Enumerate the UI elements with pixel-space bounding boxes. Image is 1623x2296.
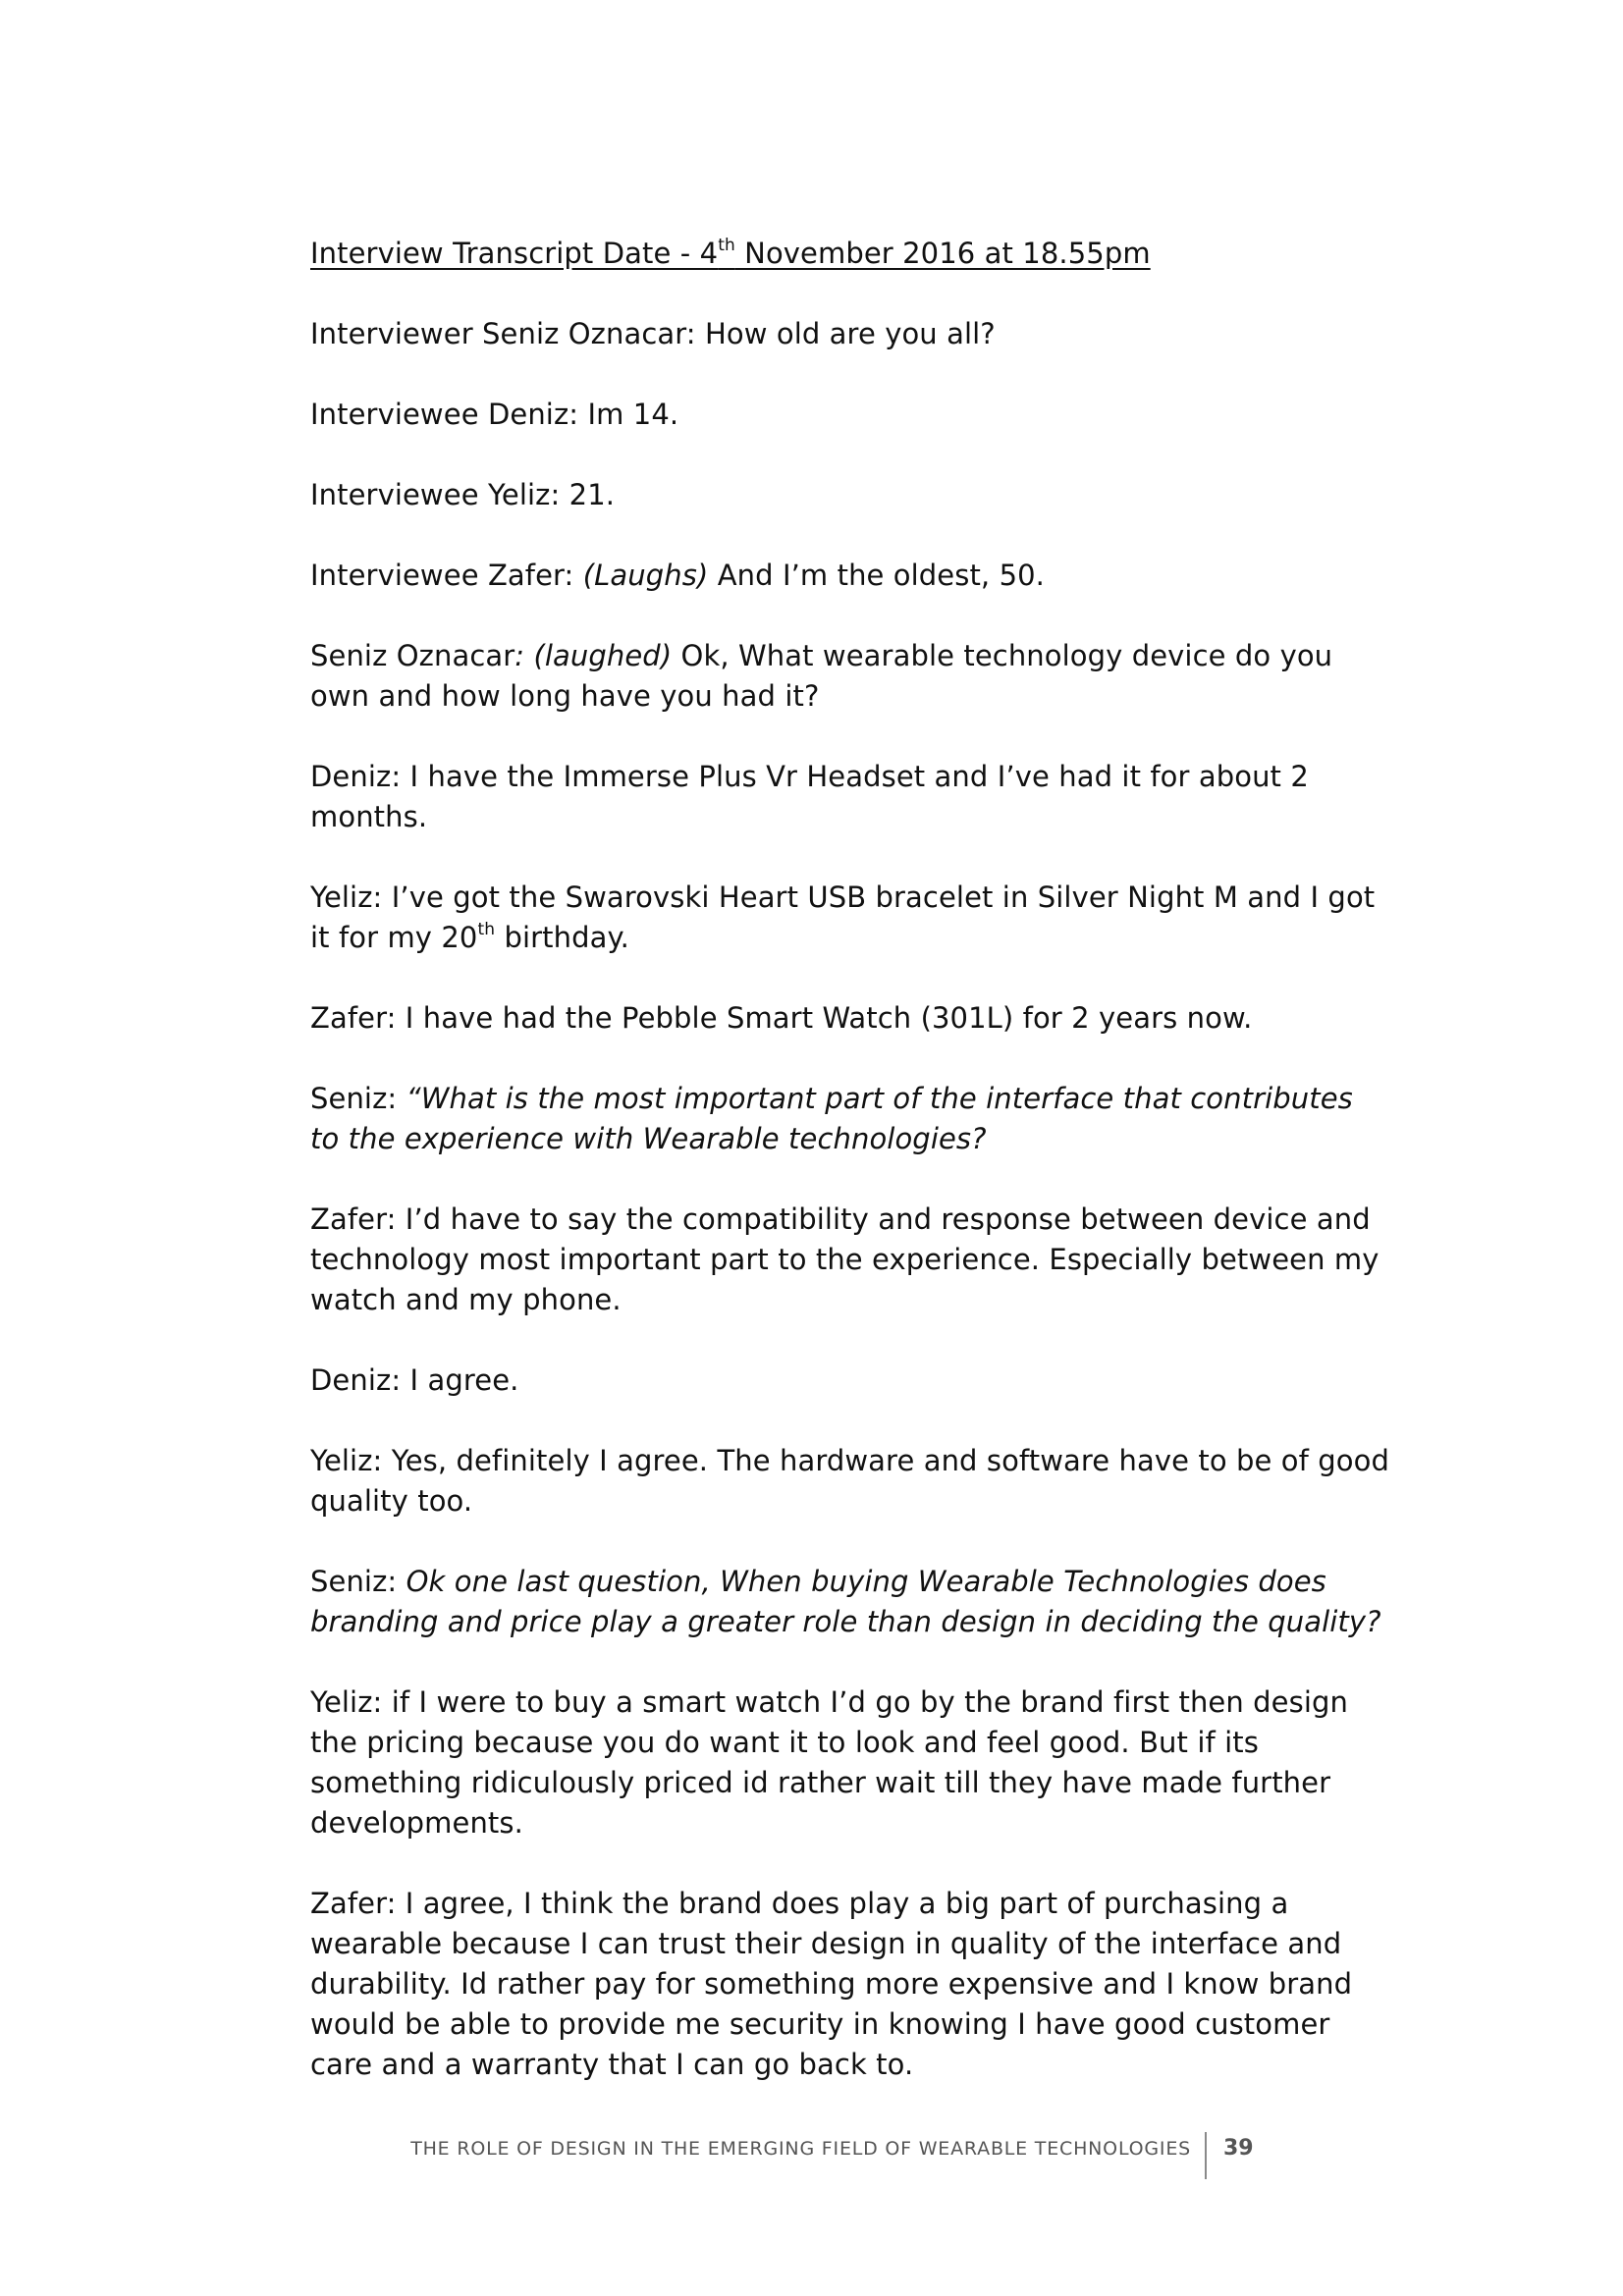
paragraph-11: Deniz: I agree. xyxy=(310,1363,519,1397)
paragraph-13 xyxy=(310,1562,1390,1642)
transcript-body xyxy=(310,234,1390,2125)
title-ordinal-suffix: th xyxy=(718,236,735,256)
paragraph-15: Zafer: I agree, I think the brand does play a big part of purchasing a wearable because I can trust their design in quality of the interface and durability. Id rather pay for something more expensive and I know brand would be able to provide me security in knowing I have good customer care and a warranty that I can go back to. xyxy=(310,1887,1353,2081)
stage-direction: : (laughed) xyxy=(514,639,673,672)
footer-divider xyxy=(1205,2132,1207,2179)
utterance-part-b: birthday. xyxy=(495,921,629,954)
ordinal-suffix: th xyxy=(477,920,496,940)
paragraph-5 xyxy=(310,636,1390,717)
paragraph-7 xyxy=(310,878,1390,958)
title-prefix: Interview Transcript Date - 4 xyxy=(310,237,719,270)
speaker: Seniz: xyxy=(310,1082,406,1115)
paragraph-2: Interviewee Deniz: Im 14. xyxy=(310,398,679,431)
paragraph-9 xyxy=(310,1079,1390,1159)
paragraph-12: Yeliz: Yes, definitely I agree. The hardware and software have to be of good quality too. xyxy=(310,1444,1389,1518)
speaker: Seniz: xyxy=(310,1565,406,1598)
paragraph-6: Deniz: I have the Immerse Plus Vr Headset and I’ve had it for about 2 months. xyxy=(310,760,1309,833)
paragraph-10: Zafer: I’d have to say the compatibility and response between device and technology most important part to the experience. Especially between my watch and my phone. xyxy=(310,1202,1380,1316)
page-number: 39 xyxy=(1223,2136,1254,2161)
transcript-title xyxy=(310,234,1390,274)
utterance-part-a: Yeliz: I’ve got the Swarovski Heart USB bracelet in Silver Night M and I got it for my 20 xyxy=(310,881,1376,954)
page-footer xyxy=(0,2132,1623,2181)
paragraph-14: Yeliz: if I were to buy a smart watch I’d go by the brand first then design the pricing because you do want it to look and feel good. But if its something ridiculously priced id rather wait till they have made further developments. xyxy=(310,1685,1348,1840)
paragraph-8: Zafer: I have had the Pebble Smart Watch (301L) for 2 years now. xyxy=(310,1001,1253,1035)
paragraph-3: Interviewee Yeliz: 21. xyxy=(310,478,616,511)
paragraph-1: Interviewer Seniz Oznacar: How old are you all? xyxy=(310,317,996,350)
utterance: And I’m the oldest, 50. xyxy=(708,559,1045,592)
question: “What is the most important part of the interface that contributes to the experience with Wearable technologies? xyxy=(310,1082,1353,1155)
title-suffix: November 2016 at 18.55pm xyxy=(734,237,1151,270)
utterance: Ok, What wearable technology device do you own and how long have you had it? xyxy=(310,639,1333,713)
stage-direction: (Laughs) xyxy=(582,559,709,592)
speaker: Interviewee Zafer: xyxy=(310,559,583,592)
question: Ok one last question, When buying Wearable Technologies does branding and price play a greater role than design in deciding the quality? xyxy=(310,1565,1381,1638)
paragraph-4 xyxy=(310,556,1390,596)
running-title: THE ROLE OF DESIGN IN THE EMERGING FIELD OF WEARABLE TECHNOLOGIES xyxy=(410,2138,1191,2160)
speaker: Seniz Oznacar xyxy=(310,639,515,672)
